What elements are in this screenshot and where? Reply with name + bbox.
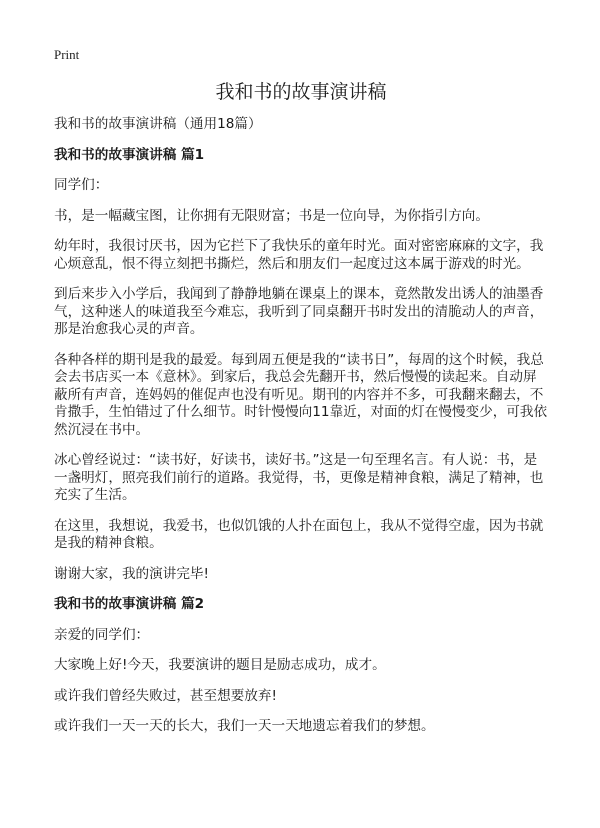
paragraph: 亲爱的同学们： bbox=[54, 626, 150, 643]
paragraph: 谢谢大家，我的演讲完毕! bbox=[54, 565, 209, 582]
paragraph: 大家晚上好!今天，我要演讲的题目是励志成功，成才。 bbox=[54, 657, 386, 673]
section-heading: 我和书的故事演讲稿 篇1 bbox=[54, 146, 205, 163]
paragraph: 或许我们曾经失败过，甚至想要放弃! bbox=[54, 687, 277, 704]
section-2 bbox=[54, 596, 548, 736]
paragraph: 幼年时，我很讨厌书，因为它拦下了我快乐的童年时光。面对密密麻麻的文字，我心烦意乱，恨不得立刻把书撕烂，然后和朋友们一起度过这本属于游戏的时光。 bbox=[54, 238, 544, 272]
paragraph: 在这里，我想说，我爱书，也似饥饿的人扑在面包上，我从不觉得空虚，因为书就是我的精神食粮。 bbox=[54, 517, 544, 551]
paragraph: 或许我们一天一天的长大，我们一天一天地遗忘着我们的梦想。 bbox=[54, 718, 435, 734]
paragraph: 同学们： bbox=[54, 177, 109, 193]
document-title: 我和书的故事演讲稿 bbox=[215, 81, 387, 103]
paragraph: 到后来步入小学后，我闻到了静静地躺在课桌上的课本，竟然散发出诱人的油墨香气，这种迷人的味道我至今难忘，我听到了同桌翻开书时发出的清脆动人的声音，那是治愈我心灵的声音。 bbox=[54, 286, 544, 337]
section-heading: 我和书的故事演讲稿 篇2 bbox=[54, 596, 205, 612]
document-body bbox=[54, 80, 548, 749]
paragraph: 各种各样的期刊是我的最爱。每到周五便是我的“读书日”，每周的这个时候，我总会去书店买一本《意林》。到家后，我总会先翻开书，然后慢慢的读起来。自动屏蔽所有声音，连妈妈的催促声也没有听见。期刊的内容并不多，可我翻来翻去，不肯撒手，生怕错过了什么细节。时针慢慢向11靠近，对面的灯在慢慢变少，可我依然沉浸在书中。 bbox=[54, 351, 548, 438]
paragraph: 书，是一幅藏宝图，让你拥有无限财富；书是一位向导，为你指引方向。 bbox=[54, 207, 489, 224]
document-subtitle: 我和书的故事演讲稿（通用18篇） bbox=[54, 116, 262, 132]
print-link[interactable]: Print bbox=[54, 47, 80, 62]
section-1 bbox=[54, 147, 548, 584]
paragraph: 冰心曾经说过：“读书好，好读书，读好书。”这是一句至理名言。有人说：书，是一盏明灯，照亮我们前行的道路。我觉得，书，更像是精神食粮，满足了精神，也充实了生活。 bbox=[54, 452, 544, 503]
